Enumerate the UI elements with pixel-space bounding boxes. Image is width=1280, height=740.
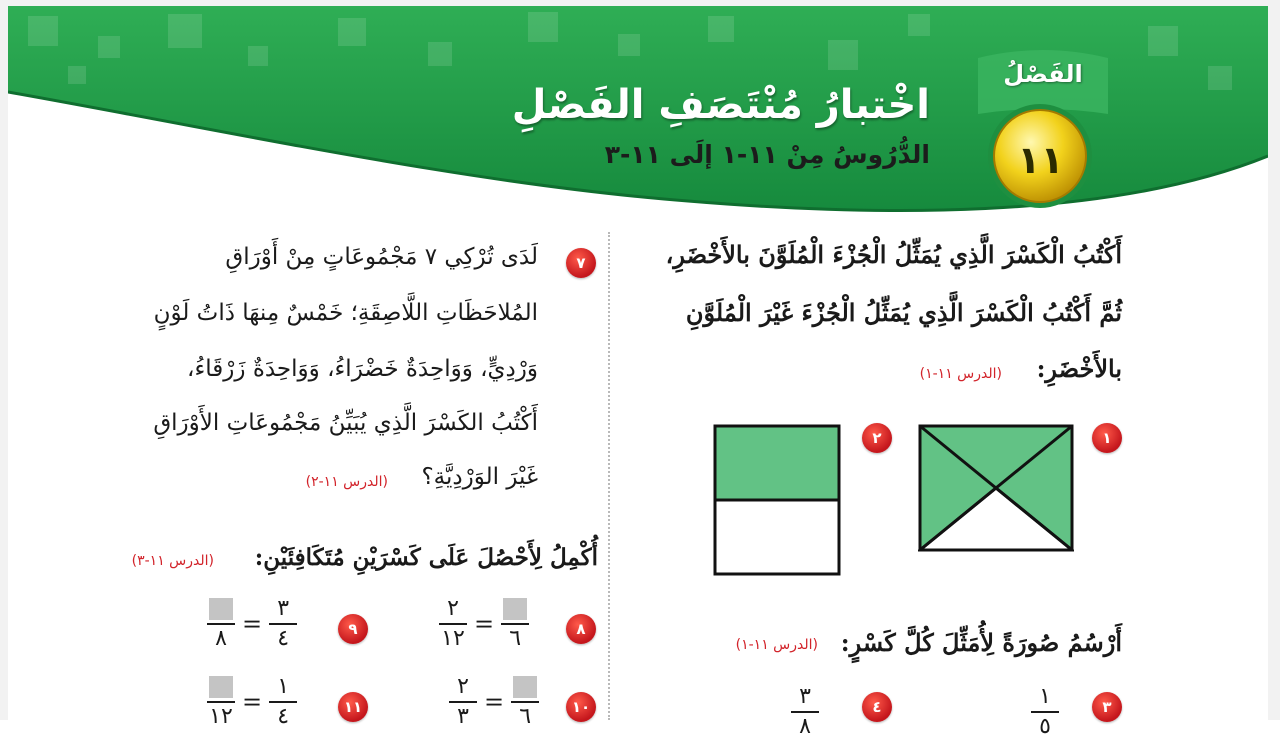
figure-square-x xyxy=(918,424,1074,552)
question-badge-3: ٣ xyxy=(1092,692,1122,722)
q7-line-1: لَدَى تُرْكِي ٧ مَجْمُوعَاتٍ مِنْ أَوْرَاقِ xyxy=(225,244,538,270)
q7-line-5: غَيْرَ الوَرْدِيَّةِ؟ xyxy=(421,464,538,490)
question-badge-8: ٨ xyxy=(566,614,596,644)
figure-rect-halves xyxy=(713,424,841,576)
equation-q8: ٢ ١٢ = ٦ xyxy=(438,596,530,652)
instruction-equivalent: أُكْمِلُ لِأَحْصُلَ عَلَى كَسْرَيْنِ مُتَكَافِئَيْنِ: xyxy=(254,544,598,571)
answer-box[interactable] xyxy=(209,598,233,620)
chapter-badge xyxy=(968,44,1118,214)
question-badge-9: ٩ xyxy=(338,614,368,644)
page-title: اخْتبارُ مُنْتَصَفِ الفَصْلِ xyxy=(511,82,930,128)
lesson-reference: (الدرس ١١-١) xyxy=(919,366,1002,382)
frame-left xyxy=(0,0,8,720)
instruction-line-1: أَكْتُبُ الْكَسْرَ الَّذِي يُمَثِّلُ الْجُزْءَ الْمُلَوَّنَ بالأَخْضَرِ، xyxy=(665,240,1122,269)
q7-line-3: وَرْدِيٍّ، وَوَاحِدَةٌ خَضْرَاءُ، وَوَاحِدَةٌ زَرْقَاءُ، xyxy=(187,356,538,382)
equation-q9: ٨ = ٣ ٤ xyxy=(206,596,298,652)
answer-box[interactable] xyxy=(513,676,537,698)
q7-line-2: المُلاحَظَاتِ اللَّاصِقَةِ؛ خَمْسٌ مِنهَا ذَاتُ لَوْنٍ xyxy=(153,300,538,326)
lesson-reference: (الدرس ١١-١) xyxy=(735,637,818,653)
fraction-q3: ١ ٥ xyxy=(1030,684,1060,740)
chapter-number: ١١ xyxy=(1017,138,1064,182)
answer-box[interactable] xyxy=(503,598,527,620)
page-subtitle: الدُّرُوسُ مِنْ ١١-١ إلَى ١١-٣ xyxy=(604,140,930,169)
lesson-reference: (الدرس ١١-٢) xyxy=(305,474,388,490)
instruction-line-2: ثُمَّ أَكْتُبُ الْكَسْرَ الَّذِي يُمَثِّلُ الْجُزْءَ غَيْرَ الْمُلَوَّنِ xyxy=(685,298,1122,327)
column-divider xyxy=(608,232,610,720)
q7-line-4: أَكْتُبُ الكَسْرَ الَّذِي يُبَيِّنُ مَجْمُوعَاتِ الأَوْرَاقِ xyxy=(153,410,538,436)
question-badge-2: ٢ xyxy=(862,423,892,453)
question-badge-4: ٤ xyxy=(862,692,892,722)
question-badge-1: ١ xyxy=(1092,423,1122,453)
equation-q11: ١٢ = ١ ٤ xyxy=(206,674,298,730)
answer-box[interactable] xyxy=(209,676,233,698)
instruction-line-3: بالأَخْضَرِ: xyxy=(1036,354,1122,383)
question-badge-11: ١١ xyxy=(338,692,368,722)
equation-q10: ٢ ٣ = ٦ xyxy=(448,674,540,730)
question-badge-7: ٧ xyxy=(566,248,596,278)
lesson-reference: (الدرس ١١-٣) xyxy=(131,553,214,569)
question-badge-10: ١٠ xyxy=(566,692,596,722)
fraction-q4: ٣ ٨ xyxy=(790,684,820,740)
chapter-label: الفَصْلُ xyxy=(1003,60,1083,88)
instruction-draw: أَرْسُمُ صُورَةً لِأُمَثِّلَ كُلَّ كَسْرٍ: xyxy=(840,628,1122,657)
frame-right xyxy=(1268,0,1280,720)
